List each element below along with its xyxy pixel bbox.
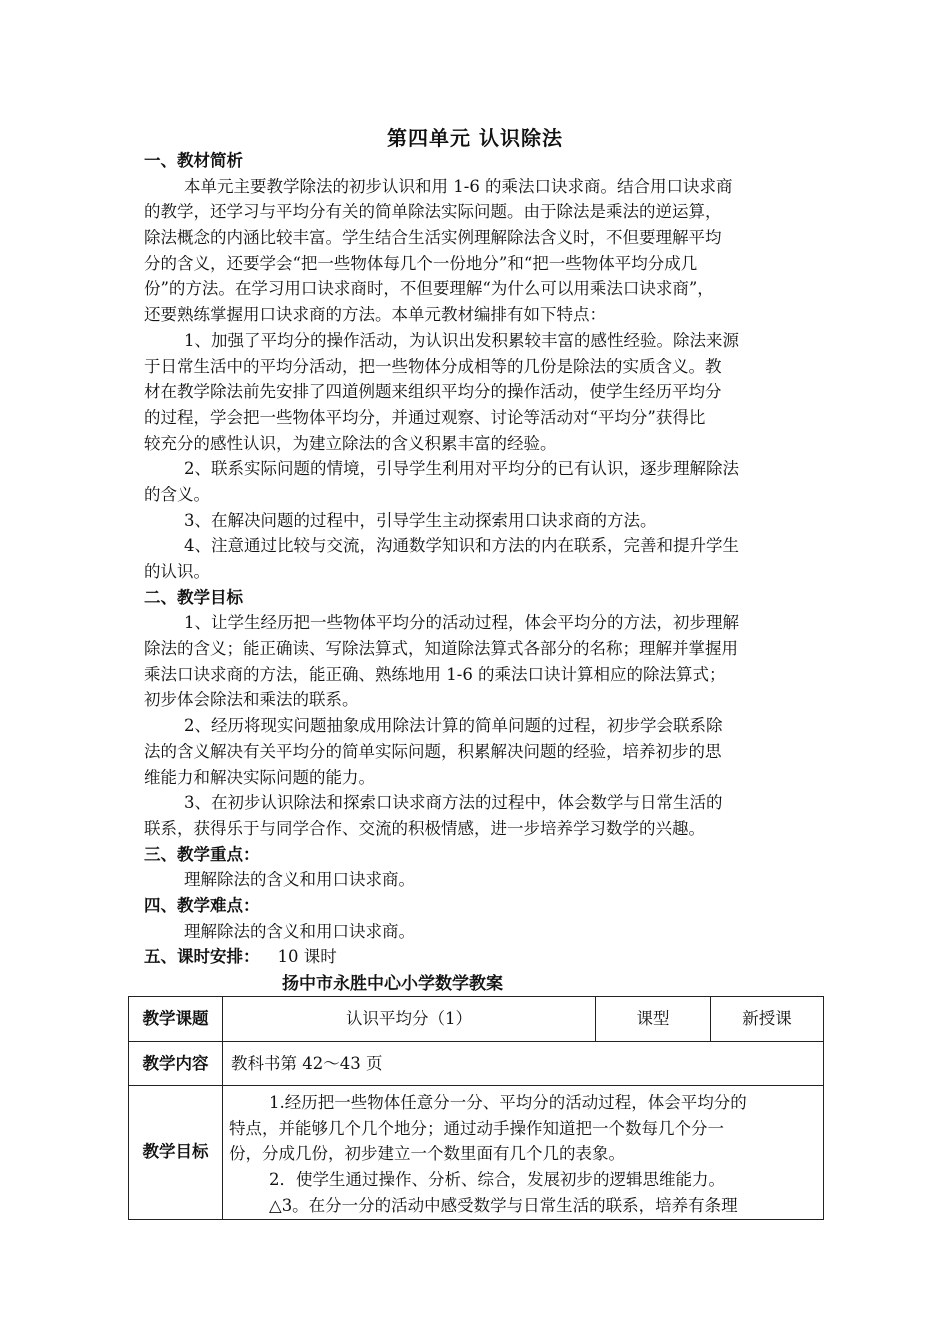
table-row	[129, 1042, 824, 1086]
label-topic: 教学课题	[129, 997, 223, 1042]
section-heading-key-points: 三、教学重点：	[144, 844, 260, 864]
table-row	[129, 1086, 824, 1220]
section-heading-difficulties: 四、教学难点：	[144, 895, 260, 915]
section-heading-schedule	[144, 944, 820, 970]
objective-line: 1.经历把一些物体任意分一分、平均分的活动过程，体会平均分的	[269, 1093, 747, 1112]
paragraph-line: 1、加强了平均分的操作活动，为认识出发积累较丰富的感性经验。除法来源	[184, 330, 739, 350]
paragraph-line: 3、在解决问题的过程中，引导学生主动探索用口诀求商的方法。	[184, 510, 657, 530]
paragraph-line: 的过程，学会把一些物体平均分，并通过观察、讨论等活动对“平均分”获得比	[144, 407, 706, 427]
lesson-type-value: 新授课	[711, 997, 824, 1042]
paragraph-line: 的含义。	[144, 484, 210, 504]
paragraph-line: 还要熟练掌握用口诀求商的方法。本单元教材编排有如下特点：	[144, 305, 606, 325]
paragraph-line: 的认识。	[144, 562, 210, 581]
paragraph-line: 法的含义解决有关平均分的简单实际问题，积累解决问题的经验，培养初步的思	[144, 741, 722, 761]
unit-content	[144, 148, 820, 970]
section-heading-goals: 二、教学目标	[144, 587, 243, 607]
paragraph-line: 初步体会除法和乘法的联系。	[144, 690, 359, 710]
label-content: 教学内容	[129, 1042, 223, 1086]
label-lesson-type: 课型	[596, 997, 711, 1042]
paragraph-line: 乘法口诀求商的方法，能正确、熟练地用 1-6 的乘法口诀计算相应的除法算式；	[144, 664, 726, 684]
objective-line: △3。在分一分的活动中感受数学与日常生活的联系，培养有条理	[269, 1195, 738, 1215]
paragraph-line: 1、让学生经历把一些物体平均分的活动过程，体会平均分的方法，初步理解	[184, 613, 739, 633]
paragraph-line: 份”的方法。在学习用口诀求商时，不但要理解“为什么可以用乘法口诀求商”，	[144, 279, 714, 299]
page-title: 第四单元 认识除法	[387, 126, 563, 150]
label-objectives: 教学目标	[129, 1086, 223, 1220]
paragraph-line: 4、注意通过比较与交流，沟通数学知识和方法的内在联系，完善和提升学生	[184, 536, 739, 556]
paragraph-line: 联系，获得乐于与同学合作、交流的积极情感，进一步培养学习数学的兴趣。	[144, 818, 705, 838]
lesson-plan-table	[128, 996, 824, 1220]
paragraph-line: 除法概念的内涵比较丰富。学生结合生活实例理解除法含义时，不但要理解平均	[144, 228, 722, 248]
paragraph-line: 本单元主要教学除法的初步认识和用 1-6 的乘法口诀求商。结合用口诀求商	[184, 176, 733, 196]
paragraph-line: 较充分的感性认识，为建立除法的含义积累丰富的经验。	[144, 433, 557, 453]
content-value: 教科书第 42～43 页	[223, 1042, 824, 1086]
section-heading-analysis: 一、教材简析	[144, 151, 243, 170]
school-title: 扬中市永胜中心小学数学教案	[282, 974, 503, 994]
objective-line: 份，分成几份，初步建立一个数里面有几个几的表象。	[229, 1144, 625, 1164]
objective-line: 2．使学生通过操作、分析、综合，发展初步的逻辑思维能力。	[269, 1170, 725, 1190]
table-row	[129, 997, 824, 1042]
paragraph-line: 2、经历将现实问题抽象成用除法计算的简单问题的过程，初步学会联系除	[184, 716, 723, 736]
paragraph-line: 理解除法的含义和用口诀求商。	[184, 921, 415, 941]
paragraph-line: 分的含义，还要学会“把一些物体每几个一份地分”和“把一些物体平均分成几	[144, 253, 698, 273]
paragraph-line: 3、在初步认识除法和探索口诀求商方法的过程中，体会数学与日常生活的	[184, 793, 723, 813]
paragraph-line: 的教学，还学习与平均分有关的简单除法实际问题。由于除法是乘法的逆运算，	[144, 202, 722, 222]
schedule-label: 五、课时安排：	[144, 947, 260, 967]
objective-line: 特点，并能够几个几个地分；通过动手操作知道把一个数每几个分一	[229, 1118, 724, 1138]
paragraph-line: 维能力和解决实际问题的能力。	[144, 767, 375, 787]
paragraph-line: 于日常生活中的平均分活动，把一些物体分成相等的几份是除法的实质含义。教	[144, 356, 722, 376]
schedule-hours: 10 课时	[277, 947, 337, 967]
paragraph-line: 理解除法的含义和用口诀求商。	[184, 870, 415, 890]
objectives-cell	[223, 1086, 824, 1220]
paragraph-line: 2、联系实际问题的情境，引导学生利用对平均分的已有认识，逐步理解除法	[184, 459, 739, 479]
paragraph-line: 除法的含义；能正确读、写除法算式，知道除法算式各部分的名称；理解并掌握用	[144, 639, 738, 659]
topic-value: 认识平均分（1）	[223, 997, 596, 1042]
paragraph-line: 材在教学除法前先安排了四道例题来组织平均分的操作活动，使学生经历平均分	[144, 382, 722, 402]
